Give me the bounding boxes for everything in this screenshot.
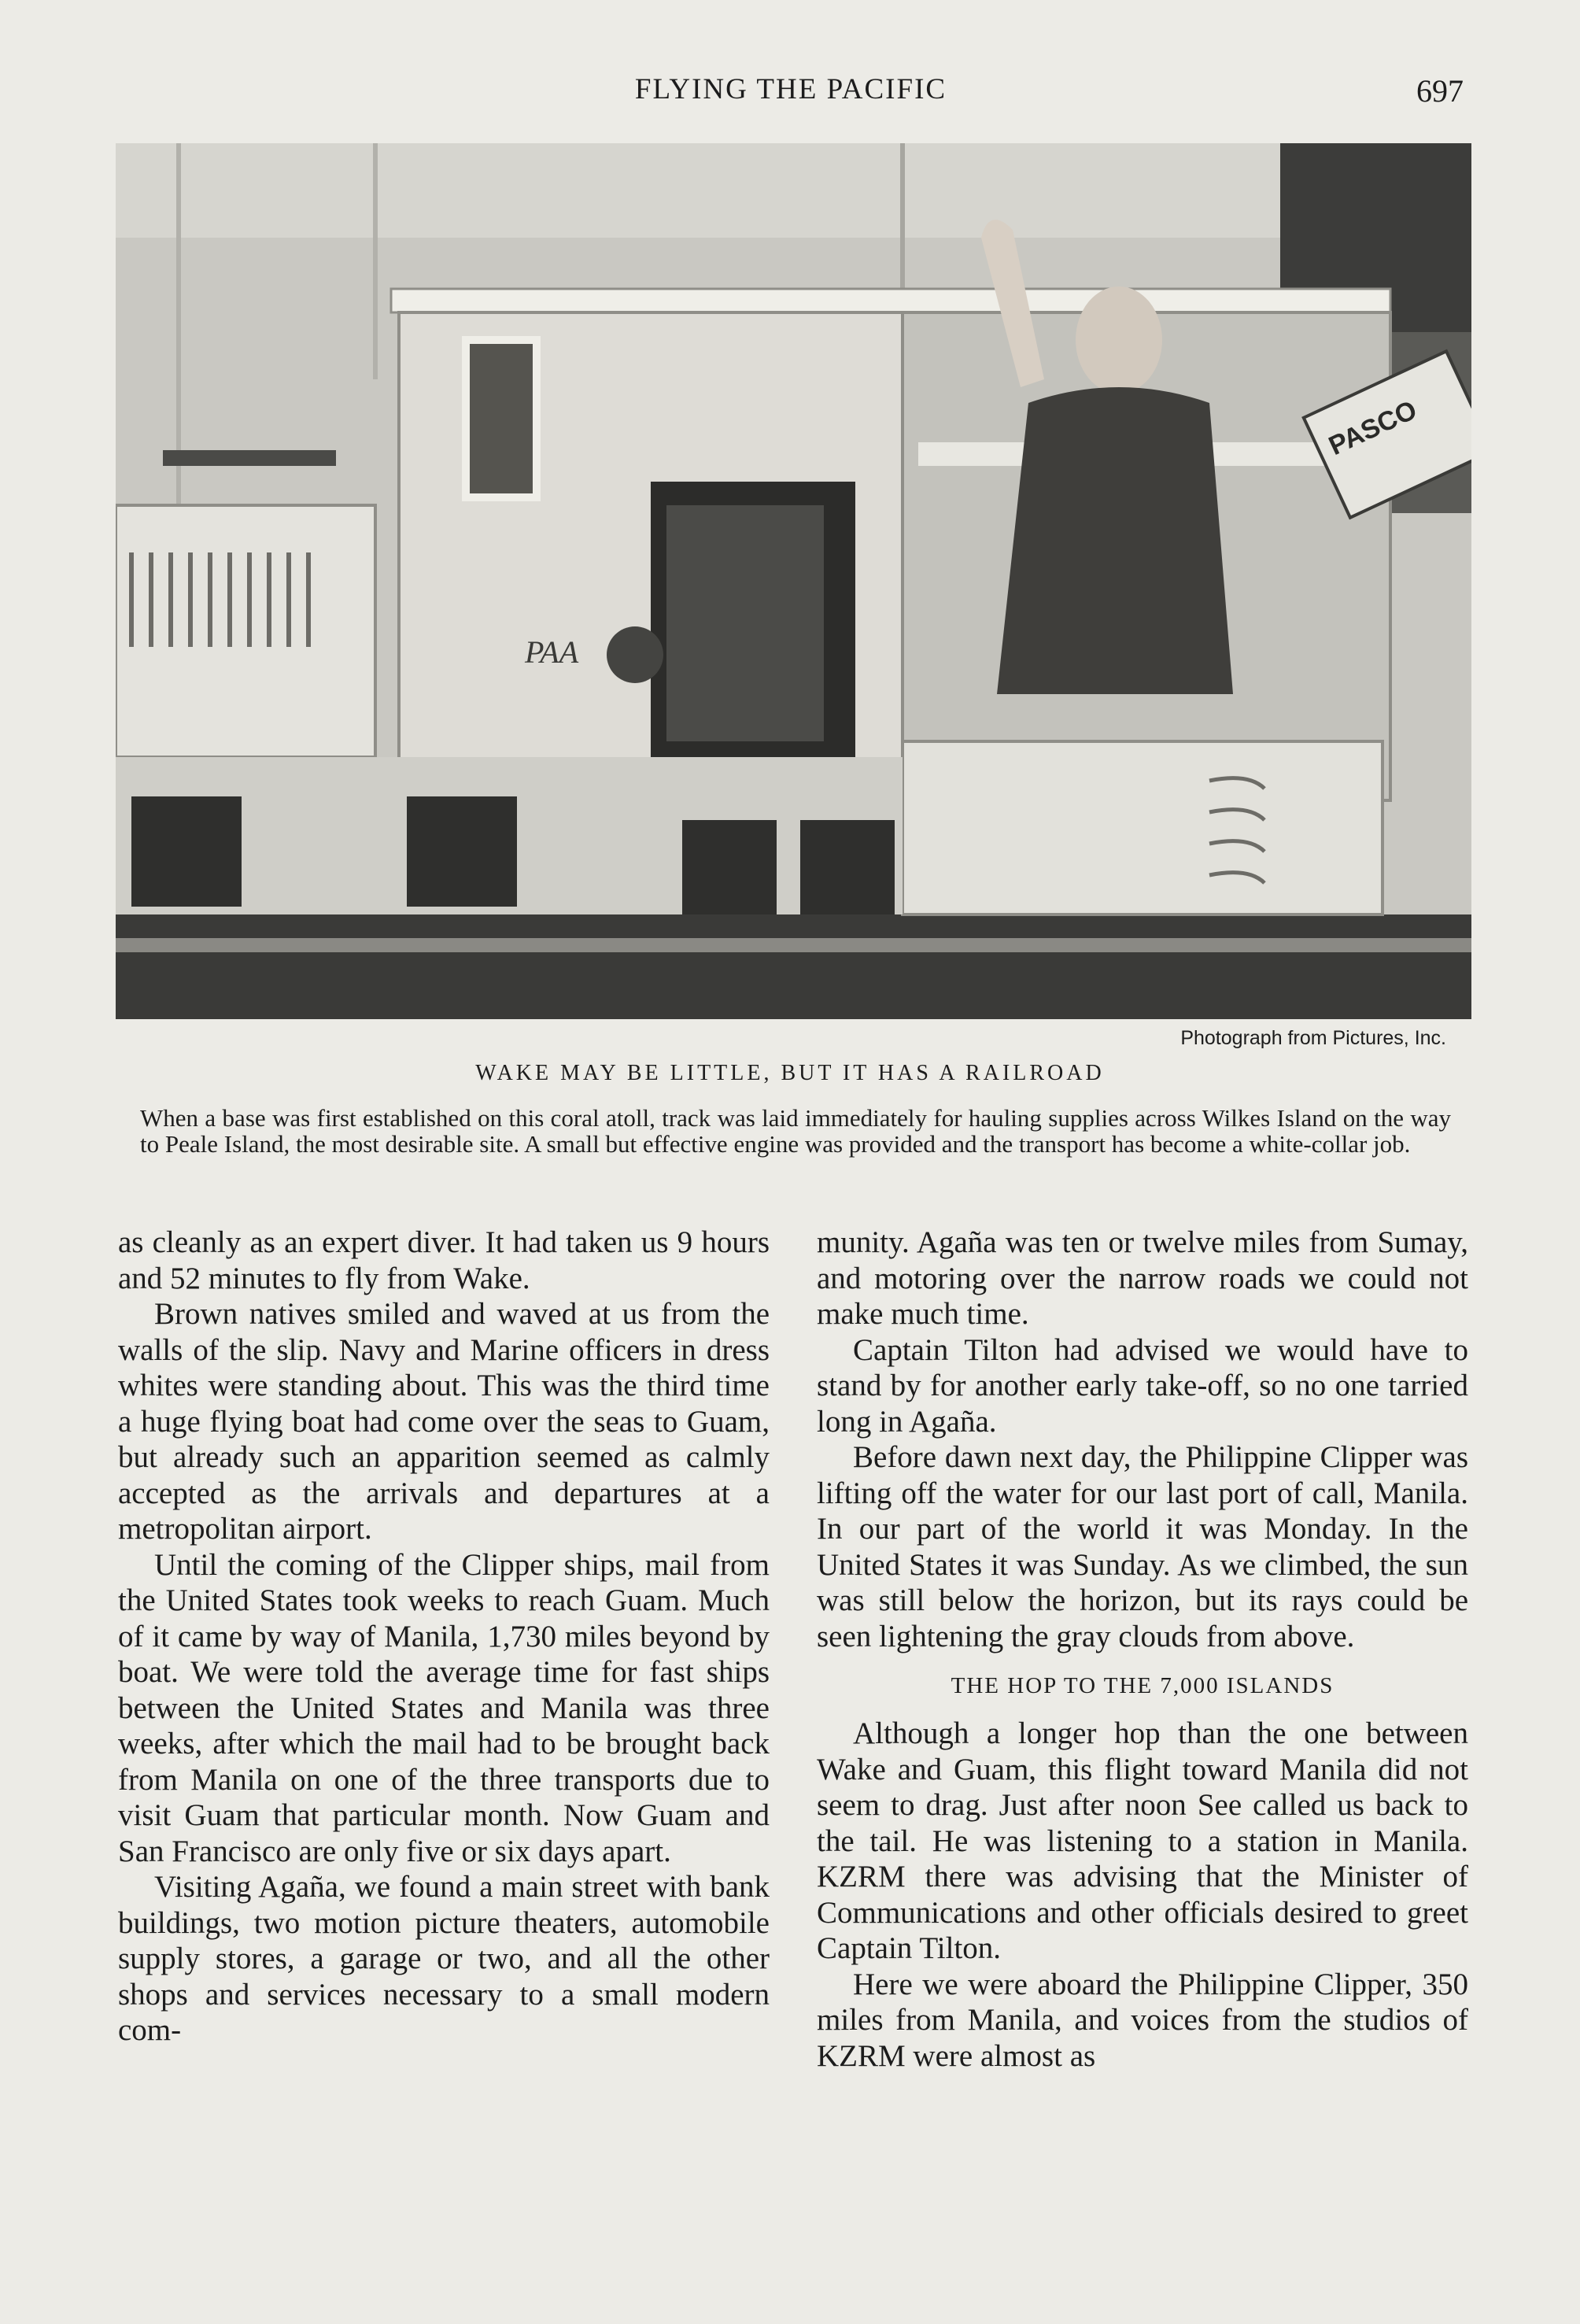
- paragraph: Captain Tilton had advised we would have to stand by for another early take-off, so no one tarried long in Agaña.: [817, 1332, 1468, 1439]
- right-column: [817, 1225, 1468, 2074]
- paragraph: Visiting Agaña, we found a main street with bank buildings, two motion picture theaters, automobile supply stores, a garage or two, and all the other shops and services necessary to a small modern com-: [118, 1870, 770, 2047]
- paragraph: as cleanly as an expert diver. It had taken us 9 hours and 52 minutes to fly from Wake.: [118, 1225, 770, 1295]
- running-title: FLYING THE PACIFIC: [634, 73, 947, 105]
- caption-text: When a base was first established on this coral atoll, track was laid immediately for hauling supplies across Wilkes Island on the way to Peale Island, the most desirable site. A small but effective engine was provided and the transport has become a white-collar job.: [140, 1104, 1451, 1158]
- photo-credit: Photograph from Pictures, Inc.: [1180, 1027, 1446, 1049]
- crate-sign-text: PASCO: [1324, 394, 1422, 462]
- caption-title: WAKE MAY BE LITTLE, BUT IT HAS A RAILROAD: [475, 1061, 1105, 1085]
- paragraph: munity. Agaña was ten or twelve miles from Sumay, and motoring over the narrow roads we could not make much time.: [817, 1225, 1468, 1331]
- section-subheading: THE HOP TO THE 7,000 ISLANDS: [951, 1673, 1335, 1698]
- paragraph: Before dawn next day, the Philippine Clipper was lifting off the water for our last port of call, Manila. In our part of the world it was Monday. In the United States it was Sunday. As we climbed, the sun was still below the horizon, but its rays could be seen lightening the gray clouds from above.: [817, 1440, 1468, 1653]
- railroad-engine-photo: [116, 143, 1471, 1019]
- paragraph: Brown natives smiled and waved at us from the walls of the slip. Navy and Marine officers in dress whites were standing about. This was the third time a huge flying boat had come over the seas to Guam, but already such an apparition seemed as calmly accepted as the arrivals and departures at a metropolitan airport.: [118, 1297, 770, 1546]
- page-header: [118, 72, 1464, 112]
- left-column: [118, 1225, 770, 2049]
- paa-logo-text: PAA: [525, 634, 579, 670]
- paragraph: Here we were aboard the Philippine Clipper, 350 miles from Manila, and voices from the studios of KZRM were almost as: [817, 1967, 1468, 2073]
- engine-photo-illustration: [116, 143, 1471, 1019]
- paragraph: Until the coming of the Clipper ships, mail from the United States took weeks to reach Guam. Much of it came by way of Manila, 1,730 miles beyond by boat. We were told the average time for fast ships between the United States and Manila was three weeks, after which the mail had to be brought back from Manila on one of the three transports due to visit Guam that particular month. Now Guam and San Francisco are only five or six days apart.: [118, 1547, 770, 1868]
- paragraph: Although a longer hop than the one between Wake and Guam, this flight toward Manila did not seem to drag. Just after noon See called us back to the tail. He was listening to a station in Manila. KZRM there was advising that the Minister of Communications and other officials desired to greet Captain Tilton.: [817, 1716, 1468, 1965]
- page-number: 697: [1416, 73, 1464, 109]
